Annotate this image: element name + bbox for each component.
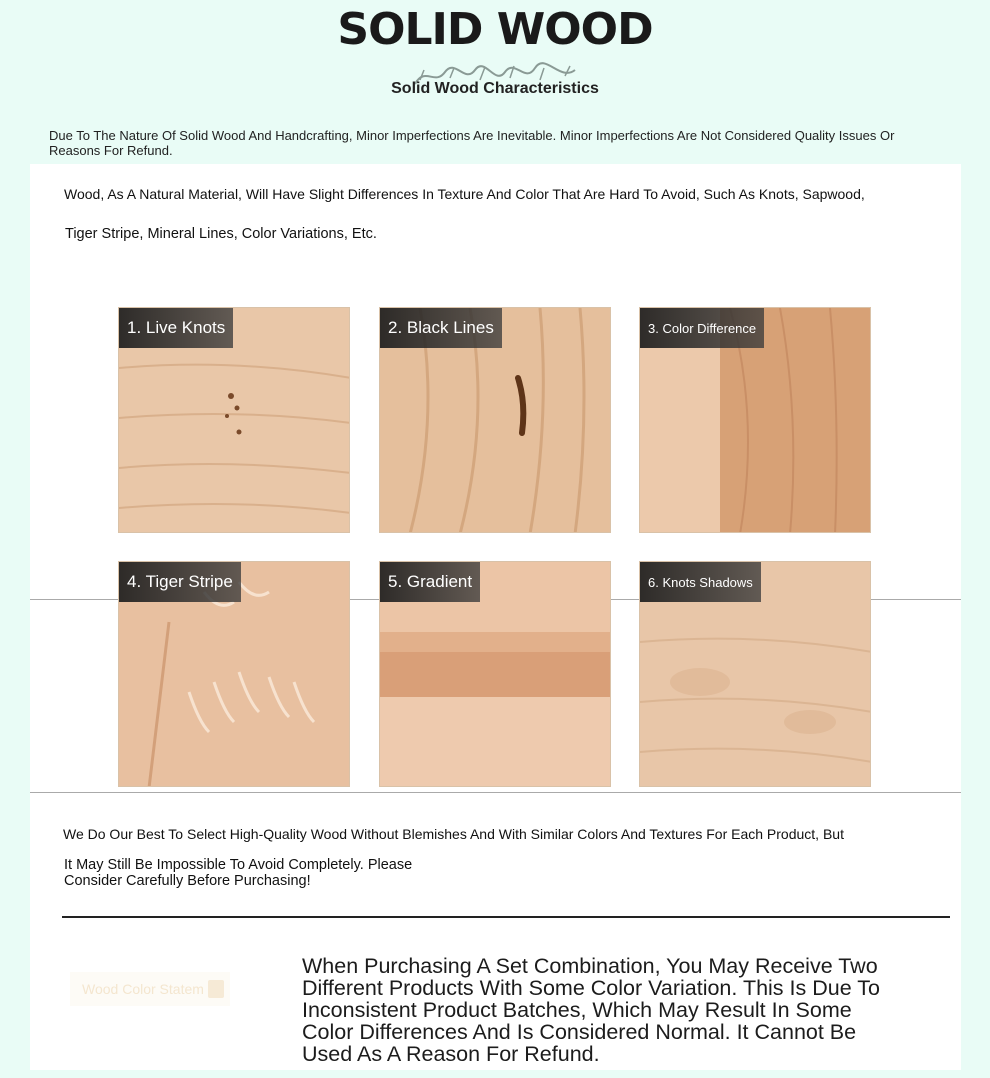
- divider: [30, 792, 961, 793]
- sample-label: 4. Tiger Stripe: [119, 562, 241, 602]
- page-title: SOLID WOOD: [337, 4, 653, 55]
- sample-label: 1. Live Knots: [119, 308, 233, 348]
- sample-knots-shadows: [639, 561, 871, 787]
- sample-live-knots: [118, 307, 350, 533]
- sample-color-difference: [639, 307, 871, 533]
- section-subtitle: Solid Wood Characteristics: [391, 80, 599, 97]
- intro-text-line-1: Wood, As A Natural Material, Will Have Slight Differences In Texture And Color That Are Hard To Avoid, Such As Knots, Sapwood,: [64, 186, 865, 202]
- color-variation-statement: When Purchasing A Set Combination, You May Receive Two Different Products With Some Color Variation. This Is Due To Inconsistent Product Batches, Which May Result In Some Color Differences And Is Considered Normal. It Cannot Be Used As A Reason For Refund.: [302, 954, 880, 1066]
- imperfection-notice: Due To The Nature Of Solid Wood And Handcrafting, Minor Imperfections Are Inevitable. Minor Imperfections Are Not Considered Quality Issues Or Reasons For Refund.: [49, 128, 895, 158]
- sample-label: 3. Color Difference: [640, 308, 764, 348]
- document-icon: [208, 980, 224, 998]
- outro-text-line-2: It May Still Be Impossible To Avoid Completely. Please Consider Carefully Before Purchasing!: [64, 857, 413, 889]
- sample-gradient: [379, 561, 611, 787]
- sample-label: 5. Gradient: [380, 562, 480, 602]
- intro-text-line-2: Tiger Stripe, Mineral Lines, Color Variations, Etc.: [65, 226, 377, 242]
- sample-black-lines: [379, 307, 611, 533]
- section-divider: [62, 916, 950, 918]
- sample-label: 6. Knots Shadows: [640, 562, 761, 602]
- sample-label: 2. Black Lines: [380, 308, 502, 348]
- sample-tiger-stripe: [118, 561, 350, 787]
- outro-text-line-1: We Do Our Best To Select High-Quality Wood Without Blemishes And With Similar Colors And Textures For Each Product, But: [63, 826, 844, 842]
- badge-label: Wood Color Statem: [82, 981, 204, 997]
- wood-color-statement-badge: [70, 972, 230, 1006]
